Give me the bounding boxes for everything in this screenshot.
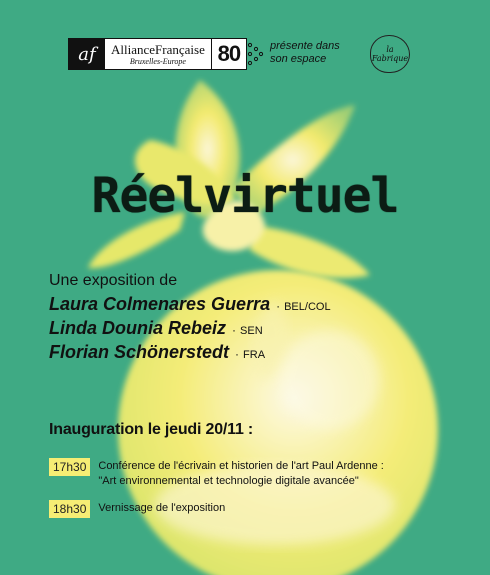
presents-text	[270, 40, 365, 66]
la-fabrique-logo	[370, 35, 410, 73]
artist-name: Linda Dounia Rebeiz	[49, 318, 227, 338]
program-item	[49, 458, 384, 489]
fabrique-line-1: la	[386, 45, 394, 54]
af-logo-mark: af	[69, 39, 105, 69]
program-line: Vernissage de l'exposition	[98, 502, 226, 514]
anniversary-mark: 80	[211, 39, 246, 69]
presents-line-1: présente dans	[270, 40, 340, 52]
time-badge: 17h30	[49, 458, 90, 476]
artist-name: Laura Colmenares Guerra	[49, 294, 271, 314]
artist-country: BEL/COL	[284, 301, 331, 313]
program-description	[98, 500, 225, 516]
time-badge: 18h30	[49, 500, 90, 518]
inauguration-heading: Inauguration le jeudi 20/11 :	[49, 421, 254, 438]
artist-name: Florian Schönerstedt	[49, 342, 230, 362]
program-item	[49, 500, 225, 518]
alliance-francaise-logo	[68, 38, 247, 70]
artist-line	[49, 294, 331, 315]
logo-name: AllianceFrançaise	[111, 41, 205, 57]
exhibition-title: Réelvirtuel	[91, 168, 399, 224]
program-line: Conférence de l'écrivain et historien de l'art Paul Ardenne :	[98, 460, 384, 472]
separator: ·	[276, 299, 281, 313]
presents-line-2: son espace	[270, 53, 327, 65]
program-description	[98, 458, 383, 489]
artist-country: SEN	[240, 325, 263, 337]
dots-icon	[246, 40, 266, 68]
separator: ·	[235, 347, 240, 361]
fabrique-line-2: Fabrique	[371, 54, 409, 63]
separator: ·	[232, 323, 237, 337]
artist-line	[49, 318, 263, 339]
artist-line	[49, 342, 265, 363]
program-line: "Art environnemental et technologie digitale avancée"	[98, 475, 359, 487]
artist-country: FRA	[243, 349, 266, 361]
subtitle: Une exposition de	[49, 272, 178, 289]
logo-subtitle: Bruxelles-Europe	[129, 56, 186, 66]
